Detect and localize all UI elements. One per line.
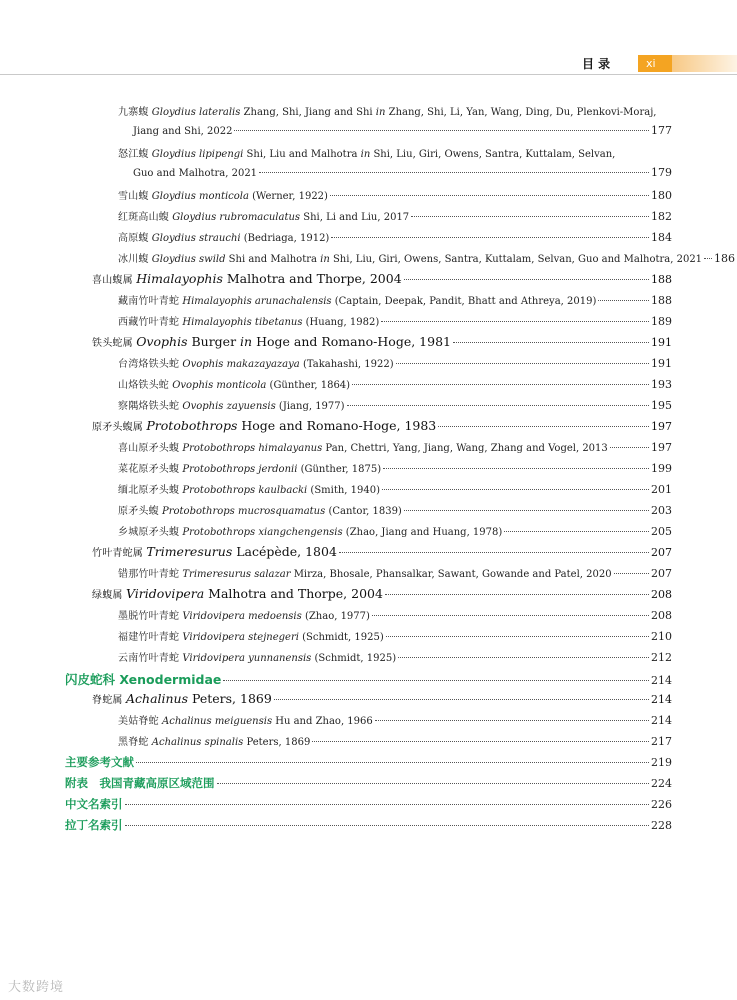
toc-entry-gen xyxy=(92,418,672,433)
toc-cn: 竹叶青蛇属 xyxy=(92,548,147,559)
toc-entry-sp xyxy=(133,124,672,137)
toc-entry-title xyxy=(118,607,370,622)
toc-cn: 菜花原矛头蝮 xyxy=(118,464,180,475)
toc-author: Burger xyxy=(187,334,241,349)
toc-author2: Shi, Liu, Giri, Owens, Santra, Kuttalam, Selvan, Guo and Malhotra, 2021 xyxy=(329,254,703,265)
toc-entry-gen xyxy=(92,586,672,601)
toc-cn: 错那竹叶青蛇 xyxy=(118,569,180,580)
toc-entry-sp-first xyxy=(118,355,672,370)
toc-page-number: 191 xyxy=(651,357,672,370)
toc-in: in xyxy=(240,334,253,349)
leader-dots xyxy=(375,720,649,721)
toc-page-number: 180 xyxy=(651,189,672,202)
toc-page-number: 210 xyxy=(651,630,672,643)
toc-latin: Ovophis monticola xyxy=(172,380,267,391)
toc-latin: Viridovipera stejnegeri xyxy=(182,632,299,643)
toc-entry-title xyxy=(118,712,373,727)
toc-author: Shi, Liu and Malhotra xyxy=(243,149,361,160)
toc-entry-sp-first xyxy=(118,208,672,223)
toc-entry-gen xyxy=(92,544,672,559)
toc-entry-title xyxy=(118,397,345,412)
toc-latin: Trimeresurus salazar xyxy=(182,569,291,580)
toc-author2: Shi, Liu, Giri, Owens, Santra, Kuttalam, Selvan, xyxy=(370,149,616,160)
toc-entry-title xyxy=(118,355,394,370)
toc-entry-title xyxy=(118,733,310,748)
toc-entry-sp-first xyxy=(118,145,672,160)
toc-page-number: 179 xyxy=(651,166,672,179)
toc-cn: 主要参考文献 xyxy=(65,755,134,769)
toc-cn: 闪皮蛇科 Xenodermidae xyxy=(65,672,222,687)
toc-author: Shi, Li and Liu, 2017 xyxy=(300,212,410,223)
toc-entry-title xyxy=(65,796,123,812)
toc-entry-title xyxy=(65,817,123,833)
toc-entry-sp-first xyxy=(118,502,672,517)
toc-latin: Protobothrops kaulbacki xyxy=(182,485,308,496)
toc-entry-sp-first xyxy=(118,313,672,328)
toc-cn: 冰川蝮 xyxy=(118,254,149,265)
toc-entry-sp-first xyxy=(118,229,672,244)
toc-latin: Viridovipera xyxy=(125,586,205,601)
toc-entry-title xyxy=(118,103,656,118)
toc-page-number: 193 xyxy=(651,378,672,391)
toc-cn: 西藏竹叶青蛇 xyxy=(118,317,180,328)
toc-page-number: 224 xyxy=(651,777,672,790)
toc-cn: 中文名索引 xyxy=(65,797,123,811)
leader-dots xyxy=(704,258,712,259)
toc-entry-sec xyxy=(65,817,672,833)
toc-author: (Smith, 1940) xyxy=(307,485,381,496)
toc-in: in xyxy=(375,107,386,118)
toc-latin: Himalayophis arunachalensis xyxy=(182,296,332,307)
toc-cn: 铁头蛇属 xyxy=(92,338,137,349)
toc-entry-title xyxy=(118,250,702,265)
toc-page-number: 228 xyxy=(651,819,672,832)
toc-cn: 原矛头蝮属 xyxy=(92,422,147,433)
toc-entry-title xyxy=(92,418,436,433)
toc-entry-gen xyxy=(92,271,672,286)
toc-entry-title xyxy=(118,523,502,538)
toc-entry-title xyxy=(118,628,384,643)
leader-dots xyxy=(411,216,649,217)
leader-dots xyxy=(453,342,649,343)
leader-dots xyxy=(217,783,650,784)
toc-page-number: 197 xyxy=(651,441,672,454)
toc-page-number: 195 xyxy=(651,399,672,412)
leader-dots xyxy=(372,615,649,616)
toc-page-number: 207 xyxy=(651,546,672,559)
toc-author: (Cantor, 1839) xyxy=(325,506,402,517)
toc-entry-title xyxy=(118,145,615,160)
leader-dots xyxy=(125,825,650,826)
toc-cn: 乡城原矛头蝮 xyxy=(118,527,180,538)
toc-author: (Werner, 1922) xyxy=(248,191,328,202)
toc-entry-sp-first xyxy=(118,460,672,475)
toc-page-number: 188 xyxy=(651,273,672,286)
leader-dots xyxy=(312,741,649,742)
leader-dots xyxy=(386,636,649,637)
toc-author: (Zhao, 1977) xyxy=(301,611,370,622)
leader-dots xyxy=(598,300,649,301)
toc-cn: 美姑脊蛇 xyxy=(118,716,159,727)
toc-page-number: 219 xyxy=(651,756,672,769)
toc-page-number: 201 xyxy=(651,483,672,496)
toc-entry-gen xyxy=(92,691,672,706)
toc-latin: Viridovipera medoensis xyxy=(182,611,302,622)
toc-cn: 察隅烙铁头蛇 xyxy=(118,401,180,412)
leader-dots xyxy=(352,384,649,385)
toc-entry-sp-first xyxy=(118,250,736,265)
toc-entry-sp-first xyxy=(118,565,672,580)
toc-page-number: 191 xyxy=(651,336,672,349)
toc-entry-sp-first xyxy=(118,628,672,643)
toc-latin: Gloydius rubromaculatus xyxy=(172,212,301,223)
toc-page-number: 203 xyxy=(651,504,672,517)
toc-cn: 墨脱竹叶青蛇 xyxy=(118,611,180,622)
leader-dots xyxy=(136,762,649,763)
toc-in: in xyxy=(360,149,371,160)
toc-latin: Achalinus spinalis xyxy=(151,737,244,748)
toc-latin: Trimeresurus xyxy=(146,544,233,559)
toc-entry-sp-first xyxy=(118,607,672,622)
toc-latin: Gloydius monticola xyxy=(151,191,249,202)
toc-text: Jiang and Shi, 2022 xyxy=(133,126,233,137)
toc-author: Lacépède, 1804 xyxy=(232,544,337,559)
toc-page-number: 182 xyxy=(651,210,672,223)
toc-entry-sec xyxy=(65,796,672,812)
toc-entry-sp-first xyxy=(118,649,672,664)
toc-entry-title xyxy=(133,168,257,179)
toc-latin: Ovophis zayuensis xyxy=(182,401,276,412)
leader-dots xyxy=(331,237,649,238)
toc-latin: Protobothrops mucrosquamatus xyxy=(162,506,326,517)
header-rule xyxy=(0,74,737,75)
toc-author: Mirza, Bhosale, Phansalkar, Sawant, Gowande and Patel, 2020 xyxy=(290,569,612,580)
toc-author: Peters, 1869 xyxy=(188,691,272,706)
toc-entry-title xyxy=(118,460,381,475)
toc-author: (Huang, 1982) xyxy=(302,317,380,328)
toc-author: (Jiang, 1977) xyxy=(275,401,345,412)
toc-latin: Achalinus xyxy=(125,691,189,706)
toc-cn: 云南竹叶青蛇 xyxy=(118,653,180,664)
toc-author: Zhang, Shi, Jiang and Shi xyxy=(240,107,376,118)
leader-dots xyxy=(614,573,649,574)
toc-page-number: 214 xyxy=(651,714,672,727)
toc-entry-title xyxy=(118,649,396,664)
toc-page-number: 208 xyxy=(651,588,672,601)
toc-latin: Protobothrops xiangchengensis xyxy=(182,527,343,538)
toc-cn: 怒江蝮 xyxy=(118,149,149,160)
watermark: 大数跨境 xyxy=(8,980,65,995)
toc-latin: Protobothrops xyxy=(146,418,238,433)
toc-entry-title xyxy=(118,376,350,391)
toc-in: in xyxy=(320,254,330,265)
toc-author: (Captain, Deepak, Pandit, Bhatt and Athreya, 2019) xyxy=(331,296,597,307)
leader-dots xyxy=(347,405,649,406)
header-page-number: xi xyxy=(638,55,672,72)
toc-author2: Hoge and Romano-Hoge, 1981 xyxy=(252,334,451,349)
leader-dots xyxy=(404,510,649,511)
toc-entry-title xyxy=(133,126,232,137)
toc-entry-sec xyxy=(65,754,672,770)
toc-cn: 高原蝮 xyxy=(118,233,149,244)
leader-dots xyxy=(274,699,649,700)
toc-page-number: 188 xyxy=(651,294,672,307)
toc-entry-sec xyxy=(65,775,672,791)
toc-author: (Schmidt, 1925) xyxy=(311,653,397,664)
toc-author: Shi and Malhotra xyxy=(225,254,321,265)
toc-entry-gen xyxy=(92,334,672,349)
toc-latin: Gloydius swild xyxy=(151,254,226,265)
toc-page-number: 207 xyxy=(651,567,672,580)
toc-entry-sp-first xyxy=(118,523,672,538)
leader-dots xyxy=(339,552,649,553)
toc-cn: 福建竹叶青蛇 xyxy=(118,632,180,643)
leader-dots xyxy=(381,321,649,322)
toc-entry-title xyxy=(92,586,383,601)
toc-author: (Günther, 1864) xyxy=(266,380,351,391)
leader-dots xyxy=(382,489,649,490)
leader-dots xyxy=(385,594,649,595)
toc-page-number: 177 xyxy=(651,124,672,137)
toc-author: Peters, 1869 xyxy=(243,737,311,748)
toc-cn: 九寨蝮 xyxy=(118,107,149,118)
toc-cn: 拉丁名索引 xyxy=(65,818,123,832)
toc-cn: 原矛头蝮 xyxy=(118,506,159,517)
toc-entry-title xyxy=(118,481,380,496)
toc-cn: 喜山蝮属 xyxy=(92,275,137,286)
toc-latin: Gloydius lipipengi xyxy=(151,149,244,160)
toc-latin: Protobothrops himalayanus xyxy=(182,443,323,454)
leader-dots xyxy=(259,172,649,173)
toc-author: Malhotra and Thorpe, 2004 xyxy=(204,586,383,601)
toc-entry-title xyxy=(118,565,612,580)
toc-author2: Zhang, Shi, Li, Yan, Wang, Ding, Du, Plenkovi-Moraj, xyxy=(385,107,657,118)
toc-entry-title xyxy=(65,775,215,791)
toc-entry-fam xyxy=(65,670,672,688)
toc-page-number: 226 xyxy=(651,798,672,811)
toc-entry-title xyxy=(118,502,402,517)
toc-latin: Achalinus meiguensis xyxy=(162,716,273,727)
toc-page-number: 205 xyxy=(651,525,672,538)
toc-text: Guo and Malhotra, 2021 xyxy=(133,168,258,179)
toc-latin: Viridovipera yunnanensis xyxy=(182,653,312,664)
leader-dots xyxy=(504,531,649,532)
toc-entry-title xyxy=(118,208,409,223)
leader-dots xyxy=(125,804,650,805)
toc-page-number: 199 xyxy=(651,462,672,475)
toc-entry-sp-first xyxy=(118,439,672,454)
toc-latin: Protobothrops jerdonii xyxy=(182,464,298,475)
toc-latin: Himalayophis tibetanus xyxy=(182,317,303,328)
toc-entry-sp-first xyxy=(118,397,672,412)
toc-entry-title xyxy=(92,334,451,349)
toc-entry-sp-first xyxy=(118,712,672,727)
leader-dots xyxy=(396,363,649,364)
toc-cn: 黑脊蛇 xyxy=(118,737,149,748)
toc-entry-title xyxy=(92,544,337,559)
toc-author: (Takahashi, 1922) xyxy=(299,359,394,370)
toc-cn: 喜山原矛头蝮 xyxy=(118,443,180,454)
toc-latin: Gloydius lateralis xyxy=(151,107,241,118)
toc-latin: Ovophis xyxy=(136,334,188,349)
toc-cn: 藏南竹叶青蛇 xyxy=(118,296,180,307)
header-title: 目 录 xyxy=(582,57,611,71)
toc-cn: 缅北原矛头蝮 xyxy=(118,485,180,496)
leader-dots xyxy=(398,657,649,658)
header-decoration xyxy=(672,55,737,72)
toc-entry-title xyxy=(118,229,329,244)
toc-entry-sp-first xyxy=(118,733,672,748)
toc-cn: 脊蛇属 xyxy=(92,695,126,706)
toc-latin: Himalayophis xyxy=(136,271,223,286)
toc-author: (Günther, 1875) xyxy=(297,464,382,475)
toc-author: (Schmidt, 1925) xyxy=(298,632,384,643)
leader-dots xyxy=(383,468,649,469)
leader-dots xyxy=(223,680,649,681)
toc-entry-title xyxy=(118,292,596,307)
toc-entry-title xyxy=(92,271,402,286)
toc-author: (Zhao, Jiang and Huang, 1978) xyxy=(342,527,503,538)
toc-page-number: 214 xyxy=(651,693,672,706)
leader-dots xyxy=(404,279,649,280)
toc-entry-sp-first xyxy=(118,103,672,118)
toc-latin: Gloydius strauchi xyxy=(151,233,241,244)
toc-cn: 山烙铁头蛇 xyxy=(118,380,169,391)
toc-page-number: 186 xyxy=(714,252,736,265)
toc-entry-sp-first xyxy=(118,292,672,307)
toc-author: Malhotra and Thorpe, 2004 xyxy=(222,271,402,286)
leader-dots xyxy=(330,195,649,196)
toc-author: Hoge and Romano-Hoge, 1983 xyxy=(237,418,437,433)
toc-page-number: 212 xyxy=(651,651,672,664)
toc-entry-title xyxy=(65,754,134,770)
toc-entry-sp xyxy=(133,166,672,179)
toc-entry-title xyxy=(92,691,272,706)
toc-cn: 附表 我国青藏高原区域范围 xyxy=(65,776,215,790)
toc-entry-title xyxy=(118,313,379,328)
toc-cn: 红斑高山蝮 xyxy=(118,212,169,223)
toc-author: Hu and Zhao, 1966 xyxy=(272,716,373,727)
leader-dots xyxy=(438,426,649,427)
toc-page-number: 217 xyxy=(651,735,672,748)
toc-cn: 雪山蝮 xyxy=(118,191,149,202)
toc-page-number: 197 xyxy=(651,420,672,433)
toc-entry-sp-first xyxy=(118,376,672,391)
toc-entry-title xyxy=(65,670,221,688)
toc-page-number: 208 xyxy=(651,609,672,622)
toc-cn: 台湾烙铁头蛇 xyxy=(118,359,180,370)
toc-cn: 绿蝮属 xyxy=(92,590,126,601)
toc-entry-title xyxy=(118,439,608,454)
toc-entry-sp-first xyxy=(118,481,672,496)
toc-page-number: 214 xyxy=(651,674,672,687)
toc-page-number: 189 xyxy=(651,315,672,328)
toc-author: (Bedriaga, 1912) xyxy=(240,233,330,244)
toc-author: Pan, Chettri, Yang, Jiang, Wang, Zhang and Vogel, 2013 xyxy=(322,443,608,454)
leader-dots xyxy=(234,130,649,131)
leader-dots xyxy=(610,447,649,448)
toc-entry-sp-first xyxy=(118,187,672,202)
toc-entry-title xyxy=(118,187,328,202)
toc-page-number: 184 xyxy=(651,231,672,244)
toc-latin: Ovophis makazayazaya xyxy=(182,359,300,370)
